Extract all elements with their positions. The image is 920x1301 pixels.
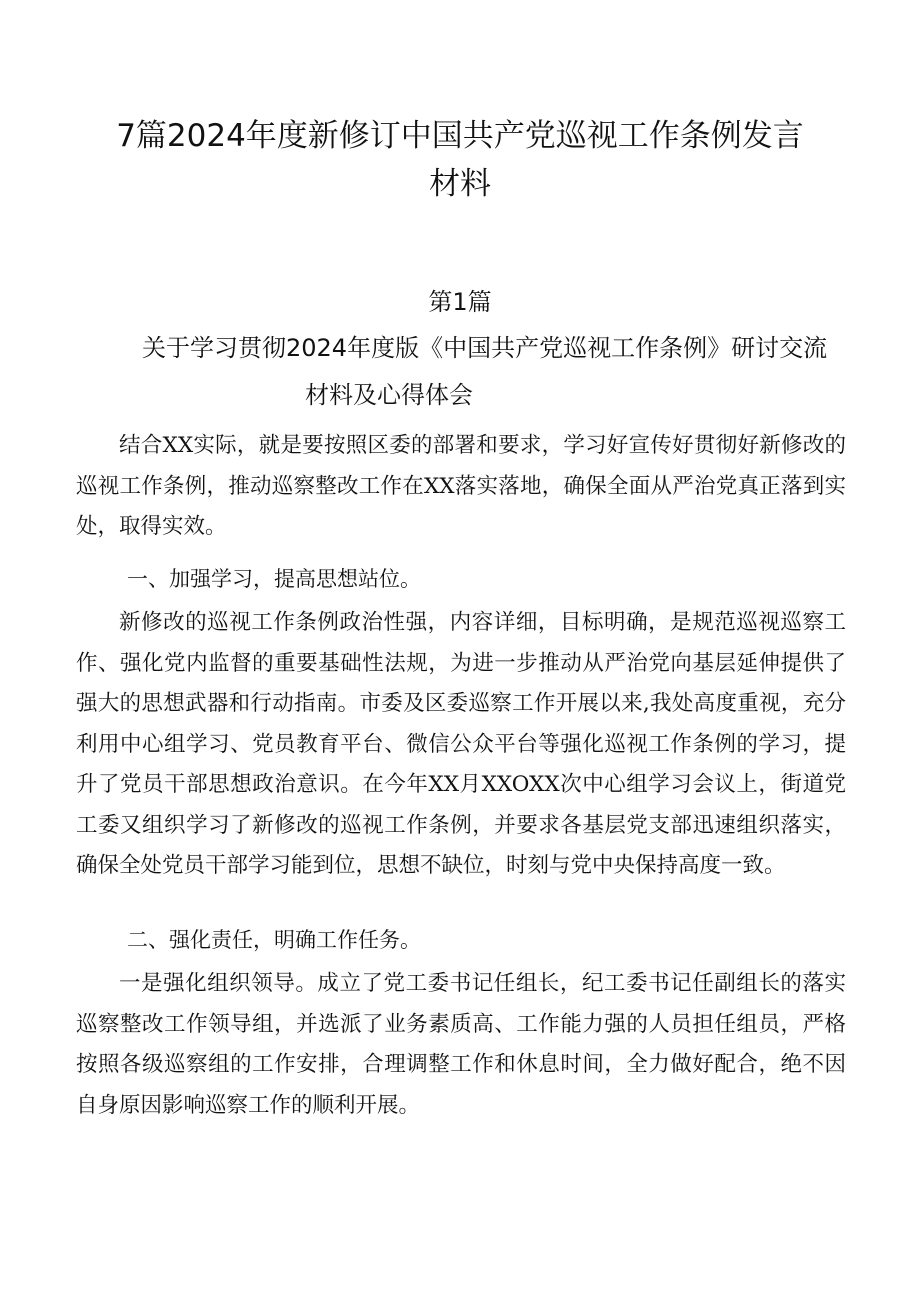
intro-paragraph: 结合XX实际，就是要按照区委的部署和要求，学习好宣传好贯彻好新修改的巡视工作条例，推动巡察整改工作在XX落实落地，确保全面从严治党真正落到实处，取得实效。: [76, 433, 846, 539]
section-1-paragraph: 新修改的巡视工作条例政治性强，内容详细，目标明确，是规范巡视巡察工作、强化党内监督的重要基础性法规，为进一步推动从严治党向基层延伸提供了强大的思想武器和行动指南。市委及区委巡察工作开展以来,我处高度重视，充分利用中心组学习、党员教育平台、微信公众平台等强化巡视工作条例的学习，提升了党员干部思想政治意识。在今年XX月XXOXX次中心组学习会议上，街道党工委又组织学习了新修改的巡视工作条例，并要求各基层党支部迅速组织落实，确保全处党员干部学习能到位，思想不缺位，时刻与党中央保持高度一致。: [76, 610, 846, 878]
subtitle-line-2: 材料及心得体会: [305, 381, 473, 409]
document-title-line-1: 7篇2024年度新修订中国共产党巡视工作条例发言: [116, 118, 804, 154]
section-heading-1: 一、加强学习，提高思想站位。: [127, 567, 421, 591]
subtitle-line-1: 关于学习贯彻2024年度版《中国共产党巡视工作条例》研讨交流: [142, 334, 828, 362]
part-label: 第1篇: [428, 288, 492, 316]
document-title-line-2: 材料: [429, 166, 491, 202]
section-heading-2: 二、强化责任，明确工作任务。: [127, 928, 421, 952]
section-2-paragraph: 一是强化组织领导。成立了党工委书记任组长，纪工委书记任副组长的落实巡察整改工作领导组，并选派了业务素质高、工作能力强的人员担任组员，严格按照各级巡察组的工作安排，合理调整工作和休息时间，全力做好配合，绝不因自身原因影响巡察工作的顺利开展。: [76, 971, 846, 1118]
